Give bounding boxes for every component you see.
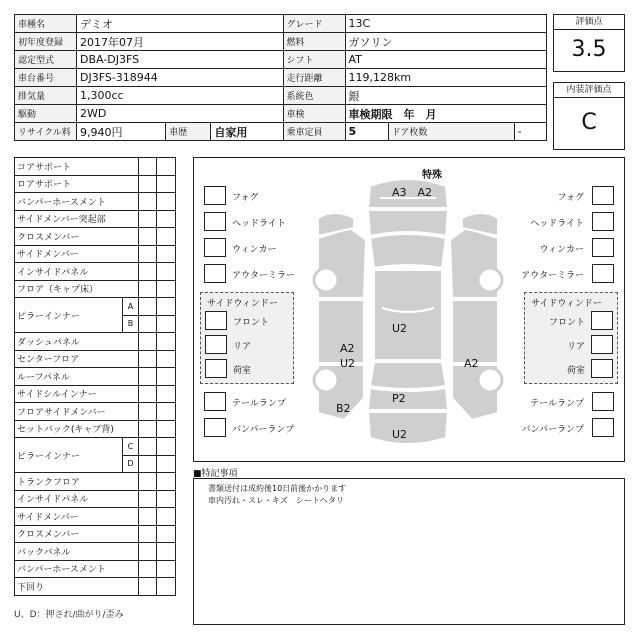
right-sw-cargo-label: 荷室 <box>566 366 585 376</box>
vehicle-info-table <box>14 14 547 141</box>
frame-part-check-right[interactable] <box>157 210 176 228</box>
frame-part-check-right[interactable] <box>157 280 176 298</box>
frame-part-label: ルーフパネル <box>15 368 139 386</box>
score-label: 評価点 <box>554 15 624 30</box>
frame-part-check-left[interactable] <box>138 578 157 596</box>
right-fog-label: フォグ <box>557 193 584 203</box>
frame-part-check-left[interactable] <box>138 298 157 316</box>
frame-part-check-right[interactable] <box>157 578 176 596</box>
right-sidewindow-group <box>524 292 618 384</box>
frame-part-check-right[interactable] <box>157 560 176 578</box>
left-fog-label: フォグ <box>232 193 259 203</box>
interior-score-label: 内装評価点 <box>554 83 624 98</box>
info-row <box>15 51 547 69</box>
frame-part-check-left[interactable] <box>138 438 157 456</box>
frame-part-label: サイドメンバー <box>15 245 139 263</box>
pillar-sub-label: A <box>123 298 138 316</box>
info-recycle-value: 9,940円 <box>77 123 166 141</box>
frame-part-check-right[interactable] <box>157 298 176 316</box>
info-doors-label: ドア枚数 <box>388 123 514 141</box>
info-value: 2017年07月 <box>77 33 284 51</box>
right-sw-cargo-checkbox[interactable] <box>591 359 613 378</box>
right-taillamp-label: テールランプ <box>530 399 584 409</box>
frame-part-check-right[interactable] <box>157 508 176 526</box>
frame-part-label: サイドメンバー突起部 <box>15 210 139 228</box>
left-sw-rear-checkbox[interactable] <box>205 335 227 354</box>
right-headlight-checkbox[interactable] <box>592 212 614 231</box>
frame-part-row <box>15 368 176 386</box>
info-label: 車台番号 <box>15 69 77 87</box>
frame-part-check-left[interactable] <box>138 175 157 193</box>
frame-part-row <box>15 175 176 193</box>
frame-part-check-right[interactable] <box>157 315 176 333</box>
frame-part-label: ピラーインナー <box>15 438 123 473</box>
frame-part-check-right[interactable] <box>157 525 176 543</box>
frame-part-label: サイドシルインナー <box>15 385 139 403</box>
frame-part-row <box>15 473 176 491</box>
frame-part-check-right[interactable] <box>157 228 176 246</box>
frame-part-check-left[interactable] <box>138 543 157 561</box>
frame-part-label: コアサポート <box>15 158 139 176</box>
right-sw-rear-label: リア <box>566 342 585 352</box>
frame-part-check-left[interactable] <box>138 263 157 281</box>
right-fog-checkbox[interactable] <box>592 186 614 205</box>
left-taillamp-label: テールランプ <box>232 399 286 409</box>
right-bumperlamp-checkbox[interactable] <box>592 418 614 437</box>
frame-part-check-left[interactable] <box>138 245 157 263</box>
info-value: 2WD <box>77 105 284 123</box>
frame-part-label: ピラーインナー <box>15 298 123 333</box>
info-label: シフト <box>283 51 345 69</box>
right-headlight-label: ヘッドライト <box>530 219 584 229</box>
frame-part-label: 下回り <box>15 578 139 596</box>
frame-part-row <box>15 385 176 403</box>
info-label: 駆動 <box>15 105 77 123</box>
frame-part-check-right[interactable] <box>157 175 176 193</box>
frame-part-label: サイドメンバー <box>15 508 139 526</box>
frame-part-label: バンパーホースメント <box>15 560 139 578</box>
info-value: 1,300cc <box>77 87 284 105</box>
frame-part-row <box>15 333 176 351</box>
mark-right-side: A2 <box>464 357 479 370</box>
right-sidewindow-title: サイドウィンドー <box>531 299 602 309</box>
frame-part-check-left[interactable] <box>138 280 157 298</box>
frame-part-check-left[interactable] <box>138 508 157 526</box>
frame-part-row <box>15 350 176 368</box>
right-mirror-checkbox[interactable] <box>592 264 614 283</box>
frame-part-row <box>15 193 176 211</box>
info-label: グレード <box>283 15 345 33</box>
frame-part-label: クロスメンバー <box>15 228 139 246</box>
info-value: DBA-DJ3FS <box>77 51 284 69</box>
left-bumperlamp-checkbox[interactable] <box>204 418 226 437</box>
info-doors-value: - <box>514 123 546 141</box>
diagram-title: 特殊 <box>422 170 442 181</box>
frame-part-check-left[interactable] <box>138 455 157 473</box>
frame-part-label: セットバック(キャブ背) <box>15 420 139 438</box>
frame-part-label: ロアサポート <box>15 175 139 193</box>
frame-part-row <box>15 158 176 176</box>
frame-part-row <box>15 298 176 316</box>
frame-part-check-right[interactable] <box>157 193 176 211</box>
frame-part-label: インサイドパネル <box>15 490 139 508</box>
left-sw-front-label: フロント <box>233 318 270 328</box>
score-value: 3.5 <box>571 37 607 62</box>
frame-part-label: フロア（キャプ床） <box>15 280 139 298</box>
frame-part-check-right[interactable] <box>157 438 176 456</box>
frame-part-check-right[interactable] <box>157 455 176 473</box>
mark-roof: U2 <box>392 322 408 335</box>
info-row <box>15 87 547 105</box>
info-label: 燃料 <box>283 33 345 51</box>
frame-part-check-right[interactable] <box>157 368 176 386</box>
left-bumperlamp-label: バンパーランプ <box>232 425 295 435</box>
frame-part-check-left[interactable] <box>138 228 157 246</box>
info-value: 車検期限 年 月 <box>345 105 547 123</box>
info-value: 119,128km <box>345 69 547 87</box>
frame-part-row <box>15 245 176 263</box>
notes-box <box>193 478 625 625</box>
right-sw-front-label: フロント <box>548 318 585 328</box>
info-value: AT <box>345 51 547 69</box>
frame-part-label: バックパネル <box>15 543 139 561</box>
frame-part-check-left[interactable] <box>138 368 157 386</box>
frame-part-row <box>15 280 176 298</box>
info-label: 認定型式 <box>15 51 77 69</box>
frame-part-check-left[interactable] <box>138 315 157 333</box>
left-winker-label: ウィンカー <box>232 245 277 255</box>
frame-part-check-left[interactable] <box>138 193 157 211</box>
frame-part-check-left[interactable] <box>138 385 157 403</box>
frame-part-label: センターフロア <box>15 350 139 368</box>
frame-part-row <box>15 578 176 596</box>
frame-part-check-right[interactable] <box>157 158 176 176</box>
frame-part-row <box>15 403 176 421</box>
frame-part-check-left[interactable] <box>138 490 157 508</box>
right-sw-rear-checkbox[interactable] <box>591 335 613 354</box>
right-taillamp-checkbox[interactable] <box>592 392 614 411</box>
frame-part-row <box>15 210 176 228</box>
car-diagram <box>193 157 625 462</box>
info-capacity-value: 5 <box>345 123 388 141</box>
frame-part-check-right[interactable] <box>157 420 176 438</box>
info-label: 初年度登録 <box>15 33 77 51</box>
left-winker-checkbox[interactable] <box>204 238 226 257</box>
frame-part-row <box>15 438 176 456</box>
info-capacity-label: 乗車定員 <box>283 123 345 141</box>
left-sw-cargo-checkbox[interactable] <box>205 359 227 378</box>
frame-part-label: バンパーホースメント <box>15 193 139 211</box>
info-value: DJ3FS-318944 <box>77 69 284 87</box>
info-history-label: 車歴 <box>166 123 211 141</box>
frame-part-check-left[interactable] <box>138 333 157 351</box>
frame-part-check-right[interactable] <box>157 385 176 403</box>
frame-part-check-right[interactable] <box>157 473 176 491</box>
frame-part-label: トランクフロア <box>15 473 139 491</box>
frame-part-check-right[interactable] <box>157 543 176 561</box>
left-mirror-label: アウターミラー <box>232 271 295 281</box>
info-label: 走行距離 <box>283 69 345 87</box>
info-row <box>15 123 547 141</box>
left-headlight-checkbox[interactable] <box>204 212 226 231</box>
note-line: 書類送付は成約後10日前後かかります <box>208 484 347 493</box>
mark-rear-left: B2 <box>336 402 351 415</box>
pillar-sub-label: B <box>123 315 138 333</box>
frame-part-row <box>15 228 176 246</box>
frame-part-label: ダッシュパネル <box>15 333 139 351</box>
left-sidewindow-title: サイドウィンドー <box>207 299 278 309</box>
score-box <box>553 14 625 72</box>
left-sidewindow-group <box>200 292 294 384</box>
frame-part-check-right[interactable] <box>157 245 176 263</box>
info-row <box>15 15 547 33</box>
mark-hood: A3 A2 <box>392 186 433 199</box>
pillar-sub-label: C <box>123 438 138 456</box>
right-winker-checkbox[interactable] <box>592 238 614 257</box>
mark-trunk: P2 <box>392 392 406 405</box>
right-mirror-label: アウターミラー <box>521 271 584 281</box>
info-value: デミオ <box>77 15 284 33</box>
left-headlight-label: ヘッドライト <box>232 219 286 229</box>
info-label: 排気量 <box>15 87 77 105</box>
interior-score-value: C <box>581 110 597 135</box>
frame-part-row <box>15 560 176 578</box>
frame-part-check-left[interactable] <box>138 350 157 368</box>
info-value: ガソリン <box>345 33 547 51</box>
info-row <box>15 33 547 51</box>
mark-left-side2: U2 <box>340 357 356 370</box>
frame-parts-table <box>14 157 176 596</box>
frame-part-check-left[interactable] <box>138 560 157 578</box>
info-recycle-label: リサイクル料 <box>15 123 77 141</box>
left-taillamp-checkbox[interactable] <box>204 392 226 411</box>
info-row <box>15 105 547 123</box>
frame-part-label: フロアサイドメンバー <box>15 403 139 421</box>
frame-part-row <box>15 490 176 508</box>
info-value: 13C <box>345 15 547 33</box>
frame-part-check-left[interactable] <box>138 158 157 176</box>
frame-part-row <box>15 263 176 281</box>
frame-part-label: クロスメンバー <box>15 525 139 543</box>
right-sw-front-checkbox[interactable] <box>591 311 613 330</box>
frame-part-check-left[interactable] <box>138 473 157 491</box>
frame-part-check-left[interactable] <box>138 403 157 421</box>
pillar-sub-label: D <box>123 455 138 473</box>
left-fog-checkbox[interactable] <box>204 186 226 205</box>
frame-part-check-left[interactable] <box>138 210 157 228</box>
frame-part-check-right[interactable] <box>157 263 176 281</box>
interior-score-box <box>553 82 625 150</box>
frame-part-check-left[interactable] <box>138 420 157 438</box>
frame-part-check-left[interactable] <box>138 525 157 543</box>
frame-part-row <box>15 420 176 438</box>
right-bumperlamp-label: バンパーランプ <box>521 425 584 435</box>
frame-part-label: インサイドパネル <box>15 263 139 281</box>
info-value: 銀 <box>345 87 547 105</box>
info-history-value: 自家用 <box>211 123 283 141</box>
frame-part-row <box>15 543 176 561</box>
left-sw-rear-label: リア <box>233 342 252 352</box>
info-label: 車検 <box>283 105 345 123</box>
frame-part-row <box>15 508 176 526</box>
right-winker-label: ウィンカー <box>539 245 584 255</box>
note-line: 車内汚れ・スレ・キズ シートヘタリ <box>208 496 344 505</box>
frame-part-check-right[interactable] <box>157 490 176 508</box>
left-mirror-checkbox[interactable] <box>204 264 226 283</box>
info-row <box>15 69 547 87</box>
frame-part-check-right[interactable] <box>157 403 176 421</box>
frame-part-check-right[interactable] <box>157 350 176 368</box>
frame-part-check-right[interactable] <box>157 333 176 351</box>
left-sw-front-checkbox[interactable] <box>205 311 227 330</box>
info-label: 系統色 <box>283 87 345 105</box>
left-sw-cargo-label: 荷室 <box>233 366 252 376</box>
info-label: 車種名 <box>15 15 77 33</box>
frame-part-row <box>15 525 176 543</box>
mark-left-side: A2 <box>340 342 355 355</box>
legend-text: U、D：押され/曲がり/歪み <box>14 610 124 620</box>
notes-header: ■特記事項 <box>193 469 238 479</box>
mark-rear-bumper: U2 <box>392 428 408 441</box>
